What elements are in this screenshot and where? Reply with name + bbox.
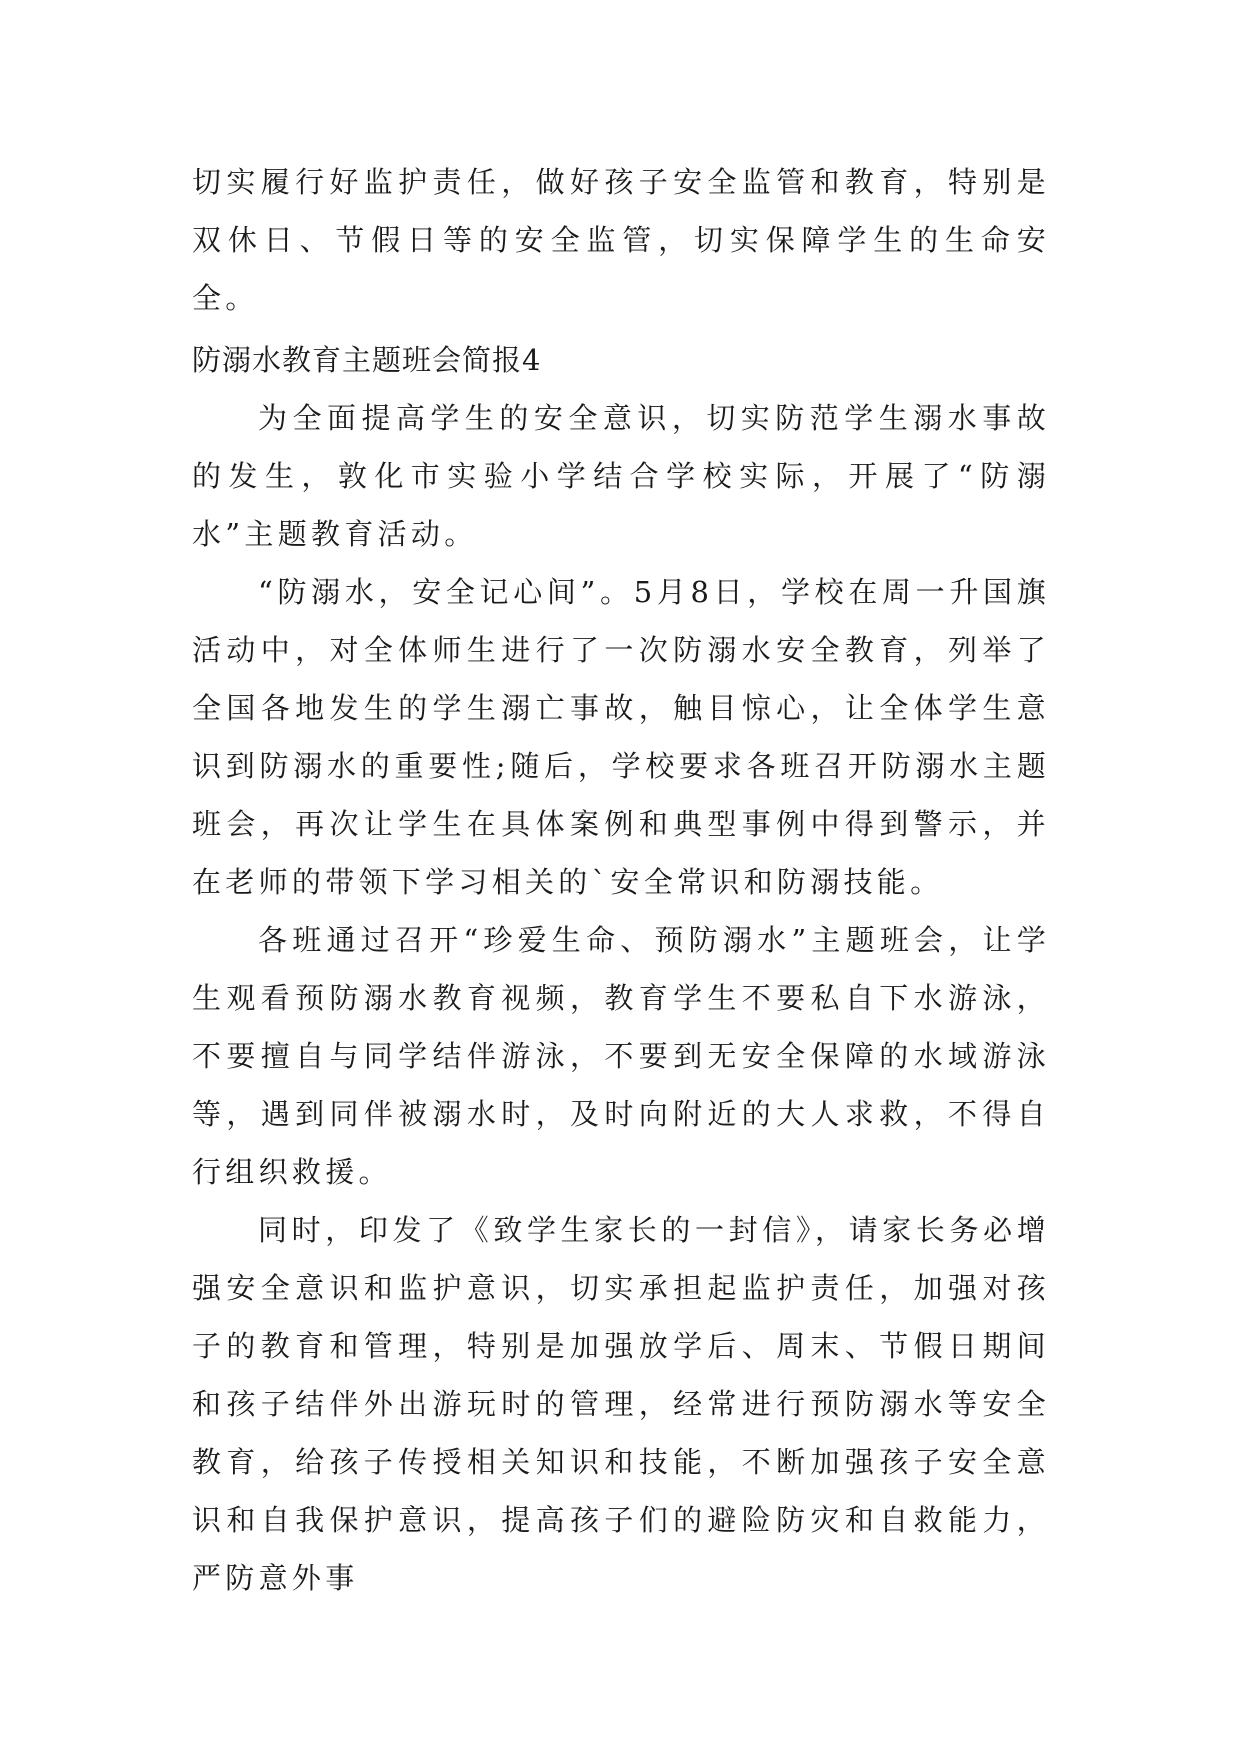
paragraph-intro: 为全面提高学生的安全意识，切实防范学生溺水事故的发生，敦化市实验小学结合学校实际，开展了“防溺水”主题教育活动。 [192,401,1050,551]
paragraph-class-meeting: 各班通过召开“珍爱生命、预防溺水”主题班会，让学生观看预防溺水教育视频，教育学生不要私自下水游泳，不要擅自与同学结伴游泳，不要到无安全保障的水域游泳等，遇到同伴被溺水时，及时向附近的大人求救，不得自行组织救援。 [192,923,1050,1189]
section-title: 防溺水教育主题班会简报4 [192,343,542,377]
continued-paragraph: 切实履行好监护责任，做好孩子安全监管和教育，特别是双休日、节假日等的安全监管，切实保障学生的生命安全。 [192,165,1050,315]
paragraph-parent-letter: 同时，印发了《致学生家长的一封信》，请家长务必增强安全意识和监护意识，切实承担起监护责任，加强对孩子的教育和管理，特别是加强放学后、周末、节假日期间和孩子结伴外出游玩时的管理，经常进行预防溺水等安全教育，给孩子传授相关知识和技能，不断加强孩子安全意识和自我保护意识，提高孩子们的避险防灾和自救能力，严防意外事 [192,1213,1050,1595]
section-block [192,331,1050,1607]
continued-paragraph-block [192,153,1050,327]
paragraph-flag-ceremony: “防溺水，安全记心间”。5月8日，学校在周一升国旗活动中，对全体师生进行了一次防溺水安全教育，列举了全国各地发生的学生溺亡事故，触目惊心，让全体学生意识到防溺水的重要性;随后，学校要求各班召开防溺水主题班会，再次让学生在具体案例和典型事例中得到警示，并在老师的带领下学习相关的`安全常识和防溺技能。 [192,575,1050,899]
